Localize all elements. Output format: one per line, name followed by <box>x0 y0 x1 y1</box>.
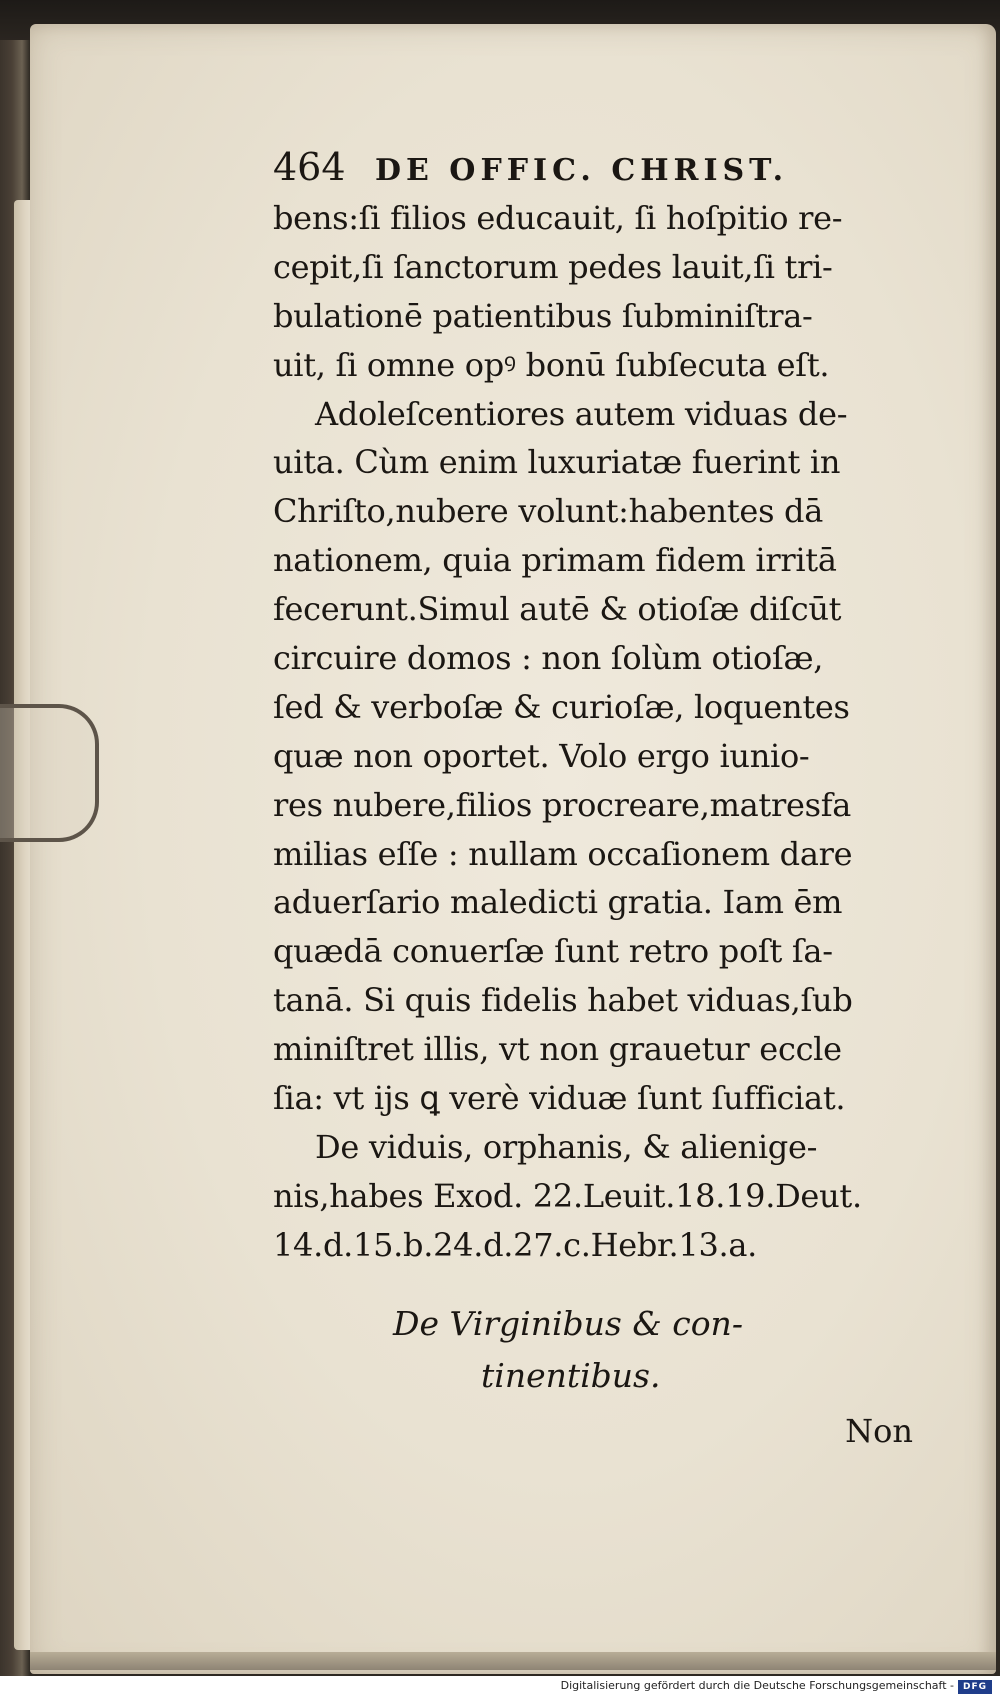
dfg-logo-icon: DFG <box>958 1680 992 1694</box>
text-line: tanā. Si quis fidelis habet viduas,ſub <box>273 981 853 1020</box>
spacer <box>273 1270 913 1298</box>
text-line: De viduis, orphanis, & alienige- <box>315 1127 818 1166</box>
text-line: cepit,ſi ſanctorum pedes lauit,ſi tri- <box>273 247 833 286</box>
text-line: Adoleſcentiores autem viduas de- <box>315 394 848 433</box>
text-line: circuire domos : non ſolùm otioſæ, <box>273 639 824 678</box>
running-head: DE OFFIC. CHRIST. <box>374 153 789 188</box>
text-line: miniſtret illis, vt non grauetur eccle <box>273 1030 842 1069</box>
text-line: bens:ſi filios educauit, ſi hoſpitio re- <box>273 199 843 237</box>
page-text <box>273 140 913 1456</box>
text-line: aduerſario maledicti gratia. Iam ēm <box>273 883 843 922</box>
text-line: quædā conuerſæ ſunt retro poſt ſa- <box>273 932 833 971</box>
text-line: uit, ſi omne opꝰ bonū ſubſecuta eſt. <box>273 345 830 384</box>
text-line: fecerunt.Simul autē & otioſæ diſcūt <box>273 590 842 629</box>
text-line: milias eſſe : nullam occaſionem dare <box>273 834 853 873</box>
text-line: nis,habes Exod. 22.Leuit.18.19.Deut. <box>273 1176 862 1215</box>
text-line: 14.d.15.b.24.d.27.c.Hebr.13.a. <box>273 1225 758 1264</box>
text-line: Chriſto,nubere volunt:habentes dā <box>273 492 824 531</box>
text-line: nationem, quia primam fidem irritā <box>273 541 837 580</box>
page-clip <box>0 704 99 842</box>
text-line: bulationē patientibus ſubminiſtra- <box>273 296 813 335</box>
text-line: res nubere,filios procreare,matresfa <box>273 785 852 824</box>
page-bottom-edge <box>30 1652 996 1670</box>
catchword: Non <box>845 1411 913 1450</box>
section-heading: tinentibus. <box>481 1355 661 1395</box>
section-heading: De Virginibus & con- <box>393 1303 743 1343</box>
page-header <box>273 140 913 194</box>
text-line: quæ non oportet. Volo ergo iunio- <box>273 736 810 775</box>
text-line: ſed & verboſæ & curioſæ, loquentes <box>273 687 850 726</box>
footer-credit: Digitalisierung gefördert durch die Deutsche Forschungsgemeinschaft - <box>560 1679 954 1692</box>
text-line: ſia: vt ijs ꝗ verè viduæ ſunt ſufficiat. <box>273 1079 846 1118</box>
text-line: uita. Cùm enim luxuriatæ fuerint in <box>273 443 841 482</box>
page-number: 464 <box>273 145 346 189</box>
